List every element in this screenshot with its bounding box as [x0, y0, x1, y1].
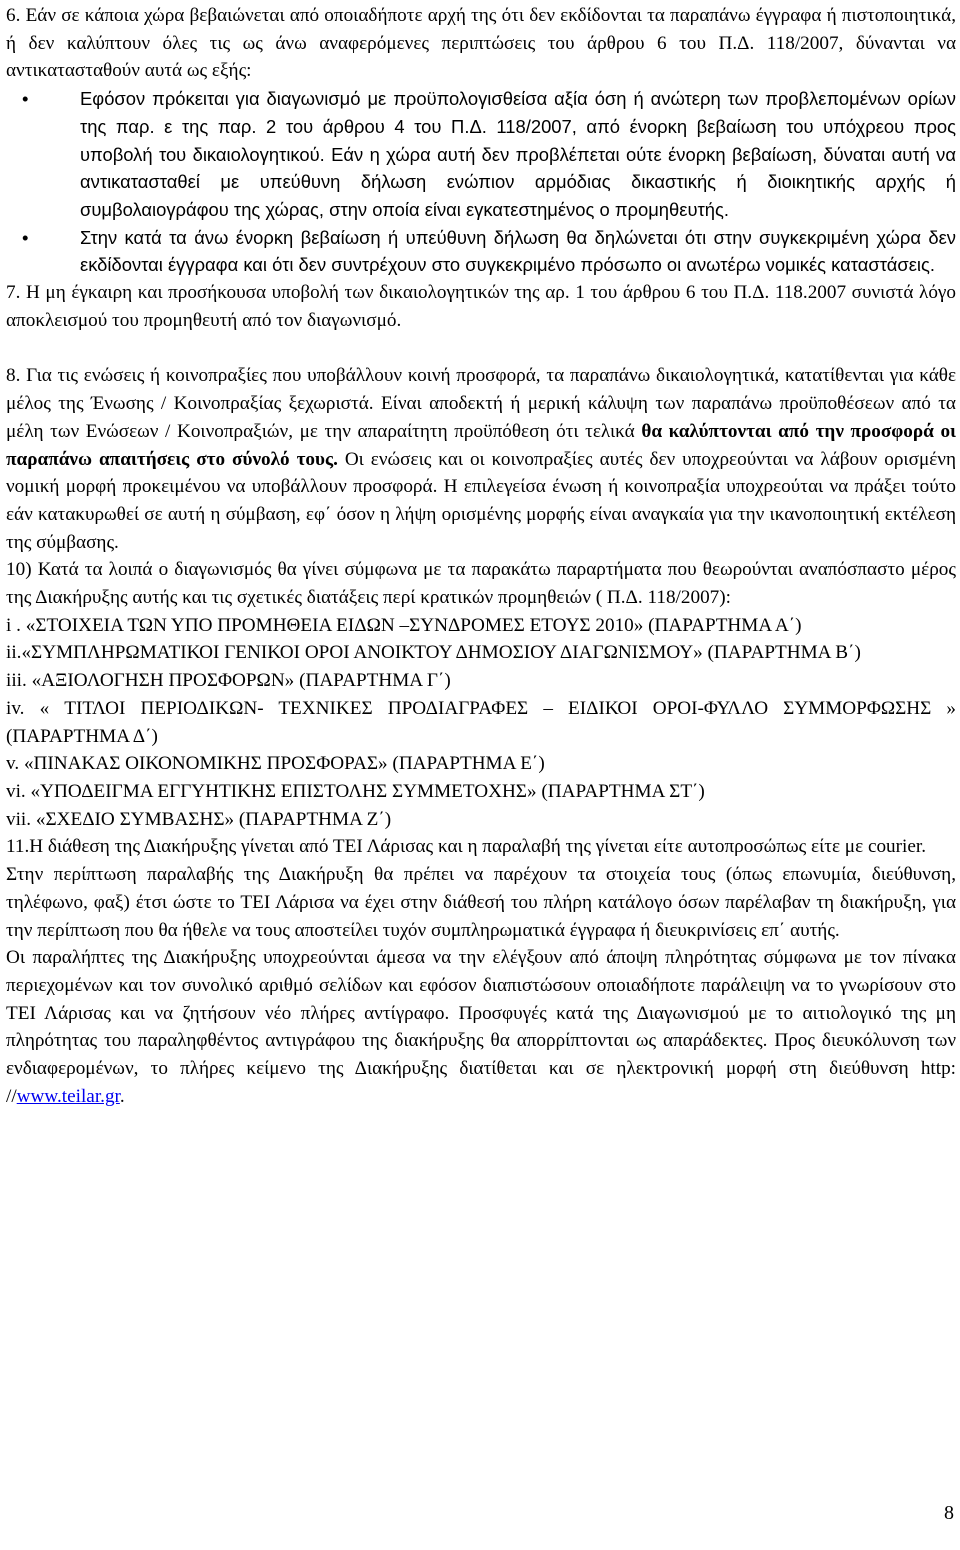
paragraph-10: 10) Κατά τα λοιπά ο διαγωνισμός θα γίνει σύμφωνα με τα παρακάτω παραρτήματα που θεωρούνται αναπόσπαστο μέρος της Διακήρυξης αυτής και τις σχετικές διατάξεις περί κρατικών προμηθειών ( Π.Δ. 118/2007):	[6, 559, 956, 609]
paragraph-7: 7. Η μη έγκαιρη και προσήκουσα υποβολή των δικαιολογητικών της αρ. 1 του άρθρου 6 του Π.Δ. 118.2007 συνιστά λόγο αποκλεισμού του προμηθευτή από τον διαγωνισμό.	[6, 282, 956, 331]
annex-item-ii: ii.«ΣΥΜΠΛΗΡΩΜΑΤΙΚΟΙ ΓΕΝΙΚΟΙ ΟΡΟΙ ΑΝΟΙΚΤΟΥ ΔΗΜΟΣΙΟΥ ΔΙΑΓΩΝΙΣΜΟΥ» (ΠΑΡΑΡΤΗΜΑ Β΄)	[6, 642, 861, 664]
end-punctuation: .	[119, 1085, 125, 1107]
paragraph-receipt: Στην περίπτωση παραλαβής της Διακήρυξη θα πρέπει να παρέχουν τα στοιχεία τους (όπως επωνυμία, διεύθυνση, τηλέφωνο, φαξ) έτσι ώστε το ΤΕΙ Λάρισα να έχει στην διάθεσή του πλήρη κατάλογο όσων παρέλαβαν τη διακήρυξη, για την περίπτωση που θα ήθελε να τους αποστείλει τυχόν συμπληρωματικά έγγραφα ή διευκρινίσεις επ΄ αυτής.	[6, 864, 956, 941]
bullet-icon: •	[22, 88, 29, 110]
page-number: 8	[944, 1502, 954, 1524]
paragraph-8-end: Οι ενώσεις και οι κοινοπραξίες αυτές δεν υποχρεούνται να λάβουν ορισμένη νομική μορφή προκειμένου να υποβάλλουν προσφορά. Η επιλεγείσα ένωση ή κοινοπραξία υποχρεούται να πράξει τούτο εάν κατακυρωθεί σε αυτή η σύμβαση, εφ΄ όσον η λήψη ορισμένης μορφής είναι αναγκαία για την ικανοποιητική εκτέλεση της σύμβασης.	[6, 448, 956, 553]
annex-item-iv: iv. « ΤΙΤΛΟΙ ΠΕΡΙΟΔΙΚΩΝ- ΤΕΧΝΙΚΕΣ ΠΡΟΔΙΑΓΡΑΦΕΣ – ΕΙΔΙΚΟΙ ΟΡΟΙ-ΦΥΛΛΟ ΣΥΜΜΟΡΦΩΣΗΣ » (ΠΑΡΑΡΤΗΜΑ Δ΄)	[6, 697, 956, 747]
paragraph-8	[6, 362, 956, 556]
paragraph-8-bold: θα καλύπτονται από την προσφορά οι παραπάνω απαιτήσεις στο σύνολό τους.	[6, 420, 956, 470]
bullet-item-sworn-statement	[22, 85, 956, 224]
bullet-text: Στην κατά τα άνω ένορκη βεβαίωση ή υπεύθυνη δήλωση θα δηλώνεται ότι στην συγκεκριμένη χώρα δεν εκδίδονται έγγραφα και ότι δεν συντρέχουν στο συγκεκριμένο πρόσωπο οι ανωτέρω νομικές καταστάσεις.	[80, 226, 956, 276]
paragraph-recipients	[6, 944, 956, 1110]
bullet-text: Εφόσον πρόκειται για διαγωνισμό με προϋπολογισθείσα αξία όση ή ανώτερη των προβλεπομένων ορίων της παρ. ε της παρ. 2 του άρθρου 4 του Π.Δ. 118/2007, από ένορκη βεβαίωση του υπόχρεου προς υποβολή του δικαιολογητικού. Εάν η χώρα αυτή δεν προβλέπεται ούτε ένορκη βεβαίωση, δύναται αυτή να αντικατασταθεί με υπεύθυνη δήλωση ενώπιον αρμόδιας δικαστικής ή διοικητικής αρχής ή συμβολαιογράφου της χώρας, στην οποία είναι εγκατεστημένος ο προμηθευτής.	[80, 88, 956, 220]
annex-item-v: v. «ΠΙΝΑΚΑΣ ΟΙΚΟΝΟΜΙΚΗΣ ΠΡΟΣΦΟΡΑΣ» (ΠΑΡΑΡΤΗΜΑ Ε΄)	[6, 753, 545, 775]
website-link[interactable]: www.teilar.gr	[16, 1085, 120, 1107]
bullet-list	[6, 85, 956, 279]
annex-item-vii: vii. «ΣΧΕΔΙΟ ΣΥΜΒΑΣΗΣ» (ΠΑΡΑΡΤΗΜΑ Ζ΄)	[6, 808, 392, 830]
bullet-icon: •	[22, 226, 29, 248]
bullet-item-declaration	[22, 224, 956, 279]
paragraph-6-intro: 6. Εάν σε κάποια χώρα βεβαιώνεται από οποιαδήποτε αρχή της ότι δεν εκδίδονται τα παραπάνω έγγραφα ή πιστοποιητικά, ή δεν καλύπτουν όλες τις ως άνω αναφερόμενες περιπτώσεις του άρθρου 6 του Π.Δ. 118/2007, δύνανται να αντικατασταθούν αυτά ως εξής:	[6, 5, 956, 82]
annex-item-i: i . «ΣΤΟΙΧΕΙΑ ΤΩΝ ΥΠΟ ΠΡΟΜΗΘΕΙΑ ΕΙΔΩΝ –ΣΥΝΔΡΟΜΕΣ ΕΤΟΥΣ 2010» (ΠΑΡΑΡΤΗΜΑ Α΄)	[6, 614, 802, 636]
document-page	[6, 2, 956, 1110]
annex-item-vi: vi. «ΥΠΟΔΕΙΓΜΑ ΕΓΓΥΗΤΙΚΗΣ ΕΠΙΣΤΟΛΗΣ ΣΥΜΜΕΤΟΧΗΣ» (ΠΑΡΑΡΤΗΜΑ ΣΤ΄)	[6, 780, 705, 802]
paragraph-11: 11.Η διάθεση της Διακήρυξης γίνεται από ΤΕΙ Λάρισας και η παραλαβή της γίνεται είτε αυτοπροσώπως είτε με courier.	[6, 836, 927, 858]
paragraph-8-start: 8. Για τις ενώσεις ή κοινοπραξίες που υποβάλλουν κοινή προσφορά, τα παραπάνω δικαιολογητικά, κατατίθενται για κάθε μέλος της Ένωσης / Κοινοπραξίας ξεχωριστά. Είναι αποδεκτή ή μερική κάλυψη των παραπάνω προϋποθέσεων από τα μέλη των Ενώσεων / Κοινοπραξιών, με την απαραίτητη προϋπόθεση ότι τελικά	[6, 365, 956, 442]
paragraph-recipients-text: Οι παραλήπτες της Διακήρυξης υποχρεούνται άμεσα να την ελέγξουν από άποψη πληρότητας σύμφωνα με τον πίνακα περιεχομένων και τον συνολικό αριθμό σελίδων και εφόσον διαπιστώσουν οποιαδήποτε παράλειψη να το γνωρίσουν στο ΤΕΙ Λάρισας και να ζητήσουν νέο πλήρες αντίγραφο. Προσφυγές κατά της Διαγωνισμού με το αιτιολογικό της μη πληρότητας του παραληφθέντος αντιγράφου της διακήρυξης θα απορρίπτονται ως απαράδεκτες. Προς διευκόλυνση των ενδιαφερομένων, το πλήρες κείμενο της Διακήρυξης διατίθεται και σε ηλεκτρονική μορφή στη διεύθυνση http: //	[6, 947, 956, 1107]
annex-item-iii: iii. «ΑΞΙΟΛΟΓΗΣΗ ΠΡΟΣΦΟΡΩΝ» (ΠΑΡΑΡΤΗΜΑ Γ΄)	[6, 670, 451, 692]
paragraph-spacer	[6, 334, 956, 362]
